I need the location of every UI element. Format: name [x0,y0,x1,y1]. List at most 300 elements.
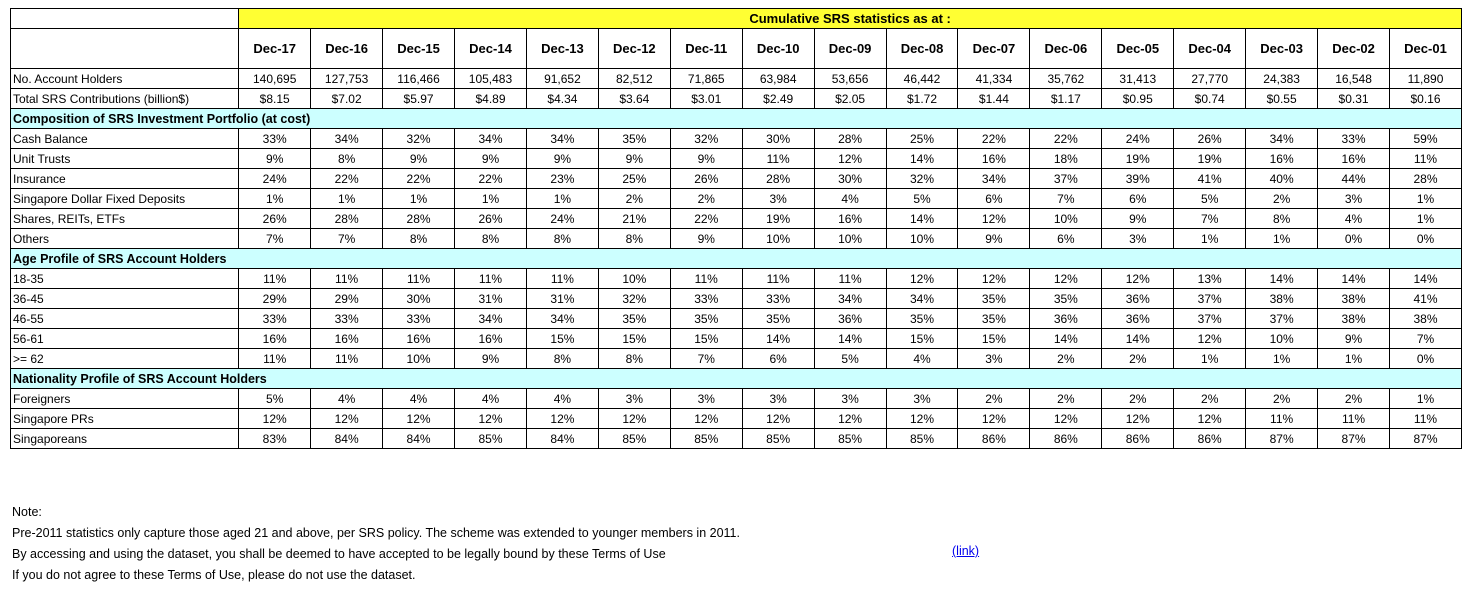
table-cell: 28% [1390,169,1462,189]
table-cell: 38% [1318,289,1390,309]
table-cell: 12% [1174,329,1246,349]
table-cell: 8% [598,229,670,249]
table-cell: 34% [1246,129,1318,149]
table-cell: 4% [814,189,886,209]
table-row [11,69,1462,89]
table-cell: 11% [526,269,598,289]
table-cell: 10% [1246,329,1318,349]
table-cell: 2% [1246,189,1318,209]
table-cell: 2% [1030,389,1102,409]
table-row [11,269,1462,289]
table-cell: 35% [958,309,1030,329]
table-cell: 105,483 [455,69,527,89]
table-cell: 26% [239,209,311,229]
table-cell: 14% [886,149,958,169]
table-row [11,169,1462,189]
table-cell: 11% [742,269,814,289]
table-cell: $5.97 [383,89,455,109]
table-cell: 86% [1174,429,1246,449]
table-cell: 16% [239,329,311,349]
table-cell: 1% [1390,189,1462,209]
blank-cell [11,9,239,29]
table-cell: 85% [886,429,958,449]
table-cell: 0% [1390,229,1462,249]
table-cell: 36% [1102,289,1174,309]
table-cell: 5% [886,189,958,209]
table-cell: 4% [1318,209,1390,229]
table-cell: 1% [1246,229,1318,249]
table-cell: 12% [814,409,886,429]
table-cell: 14% [1246,269,1318,289]
table-cell: 33% [670,289,742,309]
table-cell: 14% [814,329,886,349]
row-label: Others [11,229,239,249]
table-cell: 11% [383,269,455,289]
table-cell: 11% [1246,409,1318,429]
table-cell: 6% [1030,229,1102,249]
table-cell: 12% [670,409,742,429]
table-cell: 7% [1030,189,1102,209]
table-cell: 11% [311,349,383,369]
table-cell: 16% [1318,149,1390,169]
column-header: Dec-16 [311,29,383,69]
table-cell: $1.44 [958,89,1030,109]
terms-of-use-link[interactable]: (link) [952,544,980,558]
column-header: Dec-06 [1030,29,1102,69]
table-cell: 11,890 [1390,69,1462,89]
table-cell: 26% [455,209,527,229]
table-cell: 9% [1318,329,1390,349]
table-cell: 12% [1102,269,1174,289]
table-cell: 11% [670,269,742,289]
table-row [11,309,1462,329]
table-cell: 22% [311,169,383,189]
table-cell: 12% [958,209,1030,229]
column-header: Dec-04 [1174,29,1246,69]
table-cell: 29% [311,289,383,309]
table-cell: 12% [1030,409,1102,429]
table-cell: 38% [1246,289,1318,309]
table-cell: 9% [670,149,742,169]
table-cell: 19% [1174,149,1246,169]
table-cell: 85% [455,429,527,449]
table-cell: 3% [742,189,814,209]
table-cell: 24% [526,209,598,229]
table-cell: 8% [383,229,455,249]
table-cell: 35% [598,129,670,149]
table-cell: 36% [814,309,886,329]
table-cell: 12% [1174,409,1246,429]
table-cell: 2% [1102,389,1174,409]
note-line-3: If you do not agree to these Terms of Use, please do not use the dataset. [12,568,416,582]
table-cell: 35% [742,309,814,329]
table-cell: 4% [526,389,598,409]
table-cell: 12% [1030,269,1102,289]
table-cell: 35% [958,289,1030,309]
table-cell: 84% [526,429,598,449]
table-cell: 1% [1174,229,1246,249]
row-label: Singapore PRs [11,409,239,429]
column-header: Dec-07 [958,29,1030,69]
table-cell: 3% [814,389,886,409]
table-cell: 9% [670,229,742,249]
title-row [11,9,1462,29]
table-cell: 1% [383,189,455,209]
table-cell: 12% [526,409,598,429]
table-cell: 82,512 [598,69,670,89]
table-cell: $7.02 [311,89,383,109]
table-cell: 22% [670,209,742,229]
column-header: Dec-01 [1390,29,1462,69]
table-cell: 16% [958,149,1030,169]
table-cell: 3% [670,389,742,409]
table-cell: 33% [239,129,311,149]
table-cell: 8% [526,349,598,369]
table-cell: 12% [742,409,814,429]
table-cell: 9% [1102,209,1174,229]
table-cell: 2% [1030,349,1102,369]
section-label: Nationality Profile of SRS Account Holders [11,369,1462,389]
table-cell: 1% [455,189,527,209]
table-cell: 14% [742,329,814,349]
column-header: Dec-15 [383,29,455,69]
table-cell: 34% [311,129,383,149]
table-cell: 53,656 [814,69,886,89]
table-cell: 35% [886,309,958,329]
section-label: Age Profile of SRS Account Holders [11,249,1462,269]
table-cell: 85% [814,429,886,449]
table-cell: 34% [814,289,886,309]
table-cell: 34% [455,129,527,149]
table-cell: 33% [1318,129,1390,149]
table-cell: 12% [311,409,383,429]
table-cell: 30% [814,169,886,189]
column-header: Dec-13 [526,29,598,69]
table-cell: 6% [1102,189,1174,209]
table-cell: 29% [239,289,311,309]
table-cell: 11% [455,269,527,289]
table-cell: $8.15 [239,89,311,109]
table-cell: 1% [526,189,598,209]
table-cell: 23% [526,169,598,189]
table-row [11,189,1462,209]
table-cell: 24,383 [1246,69,1318,89]
table-cell: 2% [1174,389,1246,409]
table-cell: 4% [311,389,383,409]
table-cell: 28% [383,209,455,229]
table-cell: 59% [1390,129,1462,149]
table-cell: 38% [1318,309,1390,329]
table-cell: 12% [958,409,1030,429]
table-cell: 8% [526,229,598,249]
table-cell: 33% [311,309,383,329]
table-cell: 11% [311,269,383,289]
table-cell: 1% [1318,349,1390,369]
section-label: Composition of SRS Investment Portfolio (at cost) [11,109,1462,129]
table-cell: 34% [958,169,1030,189]
table-cell: 31,413 [1102,69,1174,89]
table-cell: 2% [598,189,670,209]
table-cell: 27,770 [1174,69,1246,89]
header-row [11,29,1462,69]
table-cell: 7% [1174,209,1246,229]
column-header: Dec-12 [598,29,670,69]
table-row [11,429,1462,449]
table-cell: 16% [311,329,383,349]
table-cell: 28% [814,129,886,149]
srs-statistics-table [10,8,1462,449]
row-label: Singapore Dollar Fixed Deposits [11,189,239,209]
table-row [11,149,1462,169]
row-label: >= 62 [11,349,239,369]
table-cell: 33% [383,309,455,329]
table-row [11,229,1462,249]
table-cell: 11% [1318,409,1390,429]
table-cell: 9% [526,149,598,169]
table-cell: 11% [814,269,886,289]
table-row [11,89,1462,109]
table-cell: $2.49 [742,89,814,109]
table-cell: 32% [383,129,455,149]
table-cell: 2% [1102,349,1174,369]
table-cell: 14% [886,209,958,229]
table-cell: 16% [814,209,886,229]
table-cell: $0.16 [1390,89,1462,109]
table-cell: 6% [742,349,814,369]
table-cell: 12% [598,409,670,429]
table-cell: 4% [383,389,455,409]
table-cell: $0.55 [1246,89,1318,109]
row-label: Cash Balance [11,129,239,149]
table-cell: 10% [383,349,455,369]
section-header-row [11,369,1462,389]
table-cell: 87% [1318,429,1390,449]
table-row [11,329,1462,349]
table-cell: $0.31 [1318,89,1390,109]
table-cell: 39% [1102,169,1174,189]
table-cell: 9% [239,149,311,169]
column-header: Dec-03 [1246,29,1318,69]
section-header-row [11,249,1462,269]
table-cell: $4.34 [526,89,598,109]
table-cell: 63,984 [742,69,814,89]
table-cell: 35,762 [1030,69,1102,89]
table-cell: 34% [886,289,958,309]
row-label: Shares, REITs, ETFs [11,209,239,229]
table-title: Cumulative SRS statistics as at : [239,9,1462,29]
table-cell: 3% [1318,189,1390,209]
note-heading: Note: [12,505,42,519]
table-cell: 37% [1030,169,1102,189]
table-cell: 7% [1390,329,1462,349]
table-cell: 46,442 [886,69,958,89]
table-cell: 38% [1390,309,1462,329]
table-cell: 18% [1030,149,1102,169]
row-label: Singaporeans [11,429,239,449]
row-label: 56-61 [11,329,239,349]
table-cell: 5% [1174,189,1246,209]
table-cell: 1% [1246,349,1318,369]
table-cell: 15% [526,329,598,349]
table-cell: 91,652 [526,69,598,89]
table-row [11,209,1462,229]
column-header: Dec-11 [670,29,742,69]
table-cell: 24% [239,169,311,189]
table-cell: 14% [1318,269,1390,289]
table-cell: 5% [239,389,311,409]
table-cell: 9% [598,149,670,169]
table-cell: 22% [958,129,1030,149]
table-cell: 10% [598,269,670,289]
table-cell: 37% [1174,309,1246,329]
table-cell: 41,334 [958,69,1030,89]
table-cell: 2% [1318,389,1390,409]
column-header: Dec-02 [1318,29,1390,69]
table-cell: 26% [1174,129,1246,149]
table-cell: 25% [886,129,958,149]
table-cell: 41% [1174,169,1246,189]
table-cell: 3% [1102,229,1174,249]
table-cell: 12% [886,409,958,429]
section-header-row [11,109,1462,129]
table-cell: 37% [1246,309,1318,329]
table-cell: 35% [598,309,670,329]
table-cell: 0% [1318,229,1390,249]
table-cell: 12% [239,409,311,429]
table-cell: 21% [598,209,670,229]
table-row [11,349,1462,369]
table-cell: 13% [1174,269,1246,289]
table-cell: 3% [598,389,670,409]
table-cell: 0% [1390,349,1462,369]
table-cell: 36% [1102,309,1174,329]
table-cell: 2% [670,189,742,209]
table-cell: 84% [383,429,455,449]
table-cell: 8% [311,149,383,169]
table-cell: 34% [455,309,527,329]
table-cell: 10% [742,229,814,249]
table-cell: 86% [1030,429,1102,449]
table-cell: 7% [239,229,311,249]
table-cell: 16% [455,329,527,349]
row-label: 18-35 [11,269,239,289]
table-cell: 1% [1390,209,1462,229]
table-cell: 86% [958,429,1030,449]
table-cell: 10% [814,229,886,249]
table-cell: 11% [742,149,814,169]
column-header: Dec-09 [814,29,886,69]
table-cell: 127,753 [311,69,383,89]
table-cell: 33% [742,289,814,309]
table-cell: 9% [455,349,527,369]
table-cell: 12% [383,409,455,429]
table-cell: 86% [1102,429,1174,449]
blank-cell [11,29,239,69]
table-cell: 3% [958,349,1030,369]
table-cell: $3.64 [598,89,670,109]
table-cell: 16% [383,329,455,349]
table-cell: 85% [598,429,670,449]
column-header: Dec-14 [455,29,527,69]
table-row [11,409,1462,429]
table-cell: 22% [1030,129,1102,149]
table-cell: 11% [1390,149,1462,169]
table-cell: 87% [1246,429,1318,449]
table-cell: 31% [455,289,527,309]
column-header: Dec-05 [1102,29,1174,69]
table-cell: 85% [742,429,814,449]
table-cell: 4% [886,349,958,369]
table-cell: 22% [383,169,455,189]
table-cell: 5% [814,349,886,369]
row-label: Unit Trusts [11,149,239,169]
row-label: No. Account Holders [11,69,239,89]
table-cell: 2% [1246,389,1318,409]
table-cell: 7% [670,349,742,369]
table-cell: 3% [742,389,814,409]
table-cell: 9% [455,149,527,169]
table-cell: 26% [670,169,742,189]
table-cell: $2.05 [814,89,886,109]
table-cell: 36% [1030,309,1102,329]
table-cell: 12% [958,269,1030,289]
row-label: 36-45 [11,289,239,309]
table-cell: 116,466 [383,69,455,89]
table-cell: 1% [311,189,383,209]
table-cell: 19% [742,209,814,229]
table-cell: 34% [526,129,598,149]
table-cell: 14% [1390,269,1462,289]
table-cell: 71,865 [670,69,742,89]
table-row [11,129,1462,149]
table-cell: 87% [1390,429,1462,449]
table-cell: 2% [958,389,1030,409]
table-cell: 84% [311,429,383,449]
table-cell: 32% [886,169,958,189]
table-cell: $1.72 [886,89,958,109]
table-cell: 12% [455,409,527,429]
table-cell: 44% [1318,169,1390,189]
table-cell: 12% [1102,409,1174,429]
table-cell: 11% [239,269,311,289]
table-cell: 12% [814,149,886,169]
table-row [11,389,1462,409]
table-cell: 22% [455,169,527,189]
table-cell: $4.89 [455,89,527,109]
table-cell: 34% [526,309,598,329]
table-cell: 16% [1246,149,1318,169]
table-cell: 10% [1030,209,1102,229]
table-cell: $0.95 [1102,89,1174,109]
table-cell: 85% [670,429,742,449]
table-cell: 140,695 [239,69,311,89]
table-cell: 15% [886,329,958,349]
table-cell: 14% [1030,329,1102,349]
table-cell: 8% [1246,209,1318,229]
table-cell: 11% [1390,409,1462,429]
table-cell: 25% [598,169,670,189]
table-cell: 6% [958,189,1030,209]
table-cell: 15% [598,329,670,349]
table-cell: 35% [1030,289,1102,309]
column-header: Dec-17 [239,29,311,69]
table-row [11,289,1462,309]
table-cell: $0.74 [1174,89,1246,109]
table-cell: 24% [1102,129,1174,149]
row-label: Total SRS Contributions (billion$) [11,89,239,109]
table-cell: 37% [1174,289,1246,309]
table-cell: 14% [1102,329,1174,349]
